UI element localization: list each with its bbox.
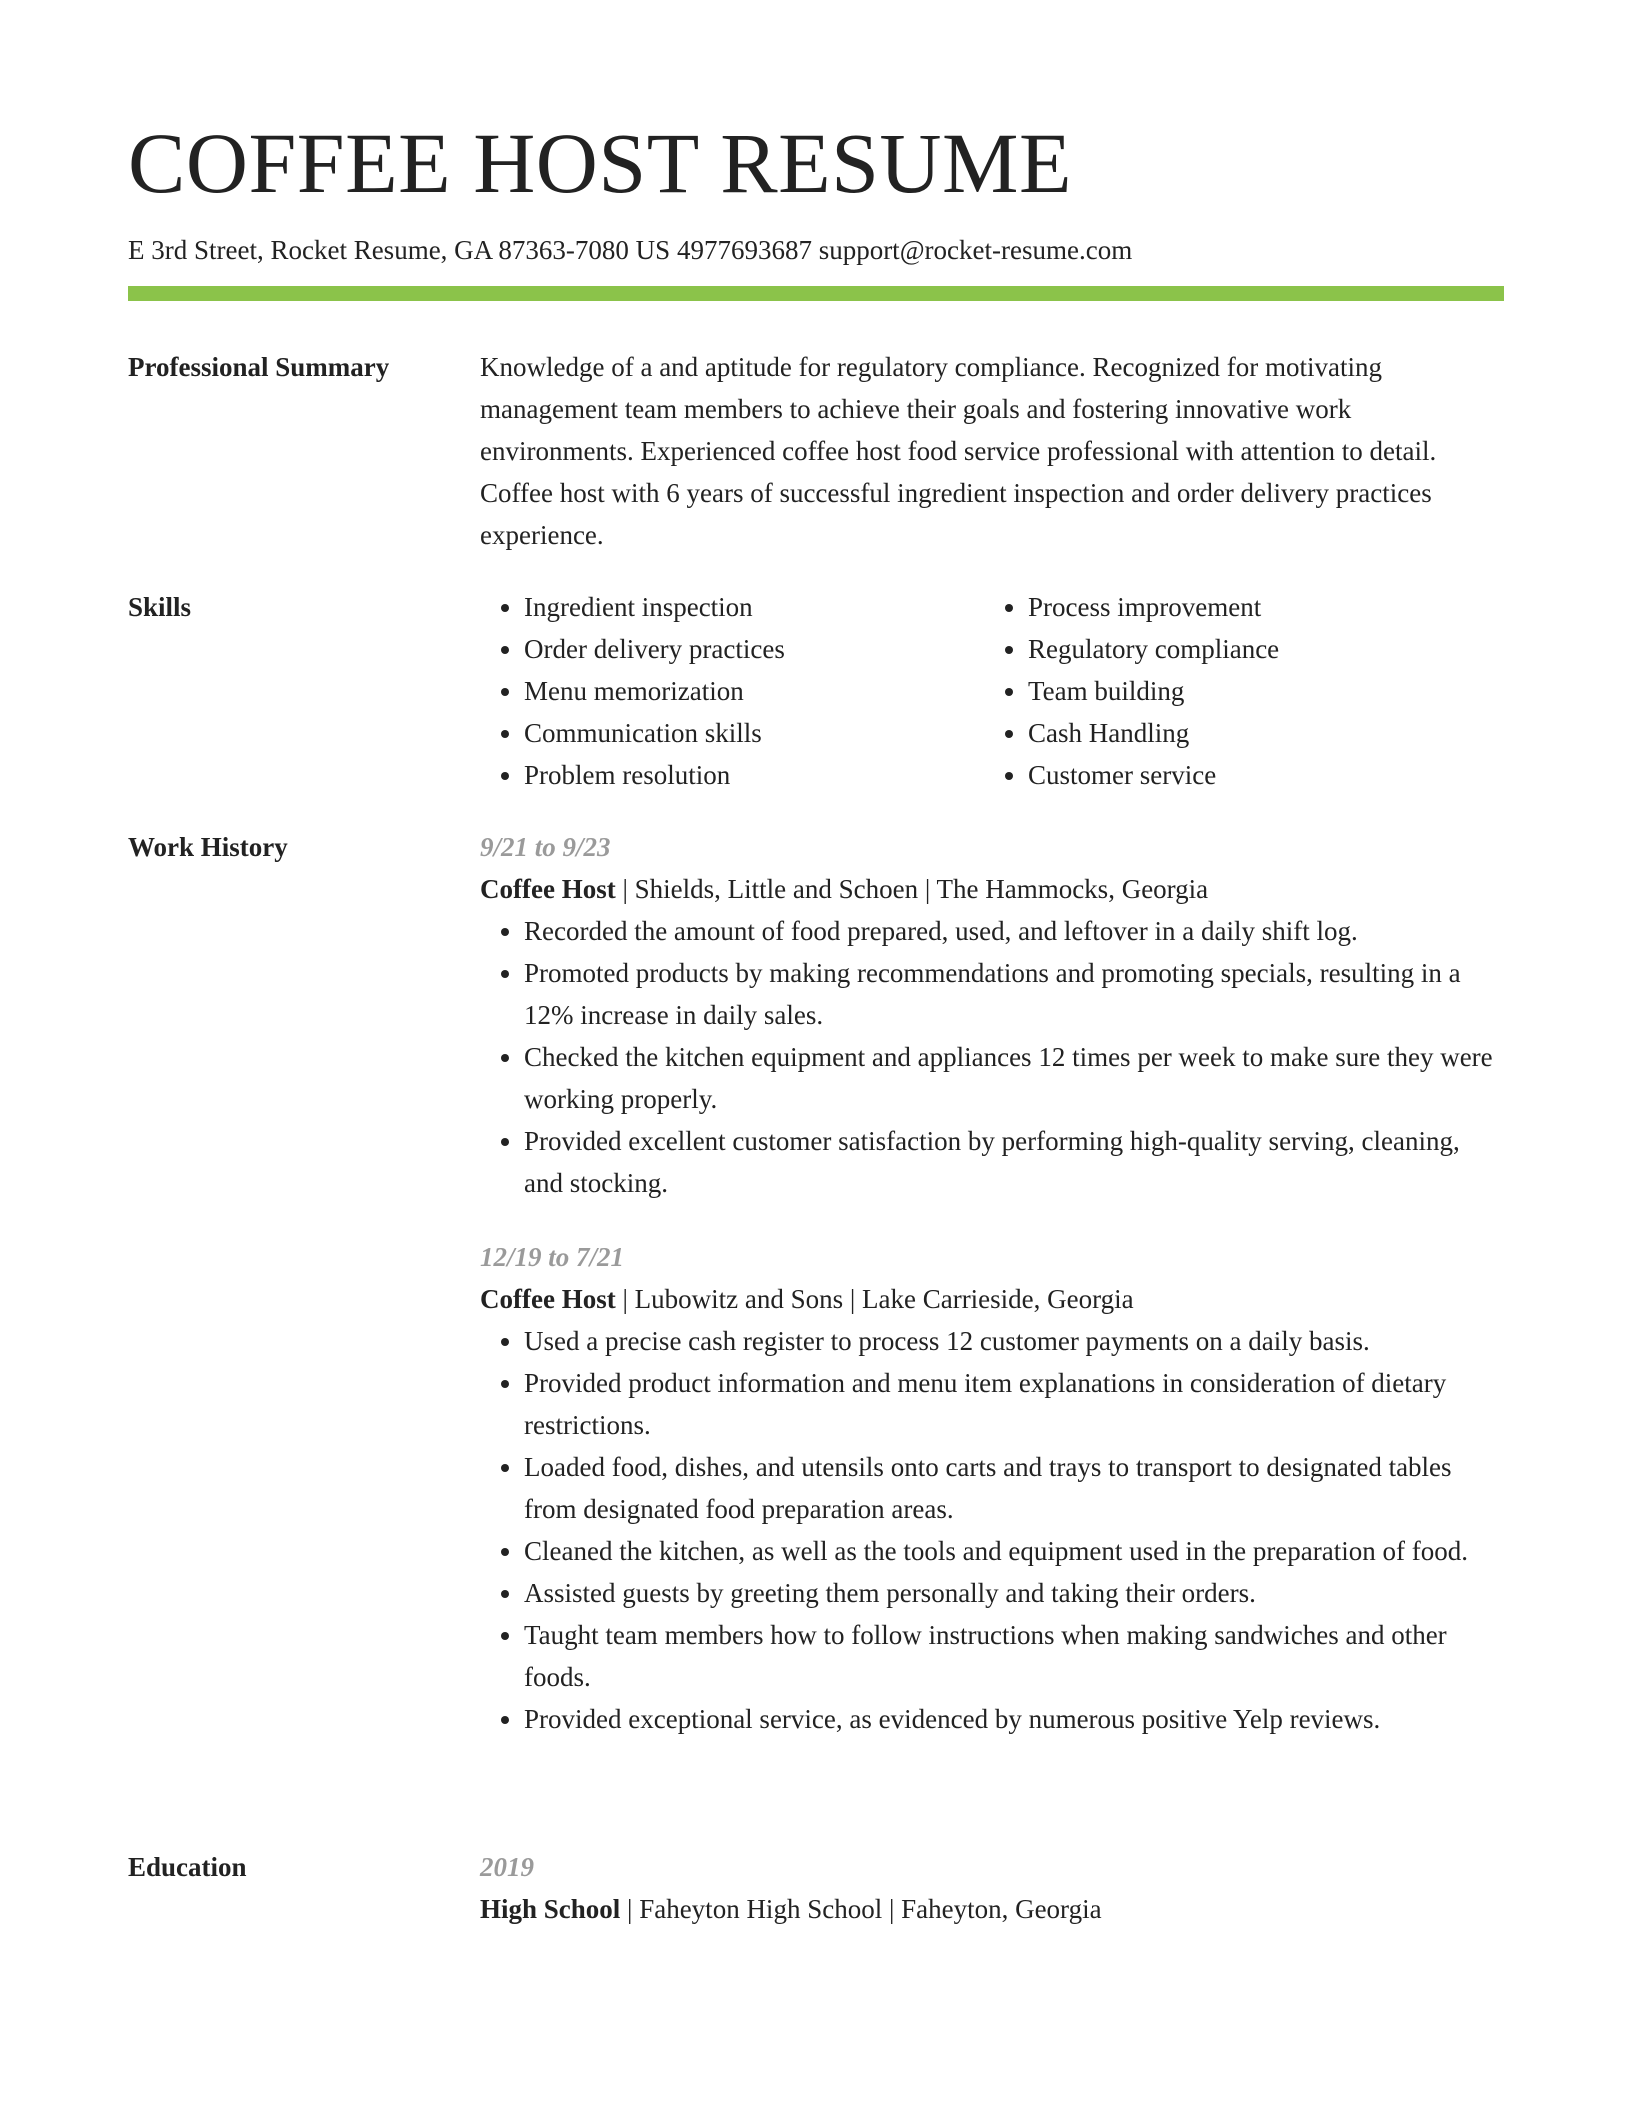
skills-list-left bbox=[480, 586, 984, 796]
education-degree: High School bbox=[480, 1894, 621, 1924]
skill-item: • Problem resolution bbox=[524, 754, 984, 796]
job-entry bbox=[480, 1236, 1504, 1740]
summary-heading: Professional Summary bbox=[128, 352, 390, 382]
skills-body bbox=[480, 586, 1504, 796]
job-bullet: • Assisted guests by greeting them personally and taking their orders. bbox=[524, 1572, 1504, 1614]
education-body bbox=[480, 1846, 1504, 1930]
skills-column-left bbox=[480, 586, 984, 796]
job-bullet-list bbox=[480, 1320, 1504, 1740]
resume-title: COFFEE HOST RESUME bbox=[128, 115, 1073, 211]
job-entry bbox=[480, 826, 1504, 1204]
job-bullet: • Provided exceptional service, as evidenced by numerous positive Yelp reviews. bbox=[524, 1698, 1504, 1740]
skill-item: • Ingredient inspection bbox=[524, 586, 984, 628]
job-title-line bbox=[480, 1278, 1504, 1320]
skill-item: • Order delivery practices bbox=[524, 628, 984, 670]
work-history-heading: Work History bbox=[128, 832, 288, 862]
skill-item: • Process improvement bbox=[1028, 586, 1488, 628]
education-details: | Faheyton High School | Faheyton, Georgia bbox=[620, 1894, 1102, 1924]
job-details: | Shields, Little and Schoen | The Hammocks, Georgia bbox=[615, 874, 1209, 904]
job-role: Coffee Host bbox=[480, 874, 616, 904]
job-bullet: • Loaded food, dishes, and utensils onto carts and trays to transport to designated tables from designated food preparation areas. bbox=[524, 1446, 1504, 1530]
job-role: Coffee Host bbox=[480, 1284, 616, 1314]
skill-item: • Regulatory compliance bbox=[1028, 628, 1488, 670]
accent-divider bbox=[128, 286, 1504, 301]
education-heading: Education bbox=[128, 1852, 247, 1882]
job-bullet-list bbox=[480, 910, 1504, 1204]
job-bullet: • Checked the kitchen equipment and appliances 12 times per week to make sure they were working properly. bbox=[524, 1036, 1504, 1120]
summary-body bbox=[480, 346, 1504, 556]
skill-item: • Communication skills bbox=[524, 712, 984, 754]
contact-line: E 3rd Street, Rocket Resume, GA 87363-7080 US 4977693687 support@rocket-resume.com bbox=[128, 235, 1133, 265]
skill-item: • Menu memorization bbox=[524, 670, 984, 712]
skill-item: • Cash Handling bbox=[1028, 712, 1488, 754]
job-details: | Lubowitz and Sons | Lake Carrieside, Georgia bbox=[615, 1284, 1134, 1314]
education-year: 2019 bbox=[480, 1852, 534, 1882]
skills-column-right bbox=[984, 586, 1488, 796]
skills-heading: Skills bbox=[128, 592, 192, 622]
job-title-line bbox=[480, 868, 1504, 910]
job-dates: 9/21 to 9/23 bbox=[480, 832, 611, 862]
job-dates: 12/19 to 7/21 bbox=[480, 1242, 625, 1272]
skill-item: • Team building bbox=[1028, 670, 1488, 712]
education-line bbox=[480, 1888, 1504, 1930]
job-bullet: • Used a precise cash register to process 12 customer payments on a daily basis. bbox=[524, 1320, 1504, 1362]
skills-list-right bbox=[984, 586, 1488, 796]
job-bullet: • Taught team members how to follow instructions when making sandwiches and other foods. bbox=[524, 1614, 1504, 1698]
job-bullet: • Provided excellent customer satisfaction by performing high-quality serving, cleaning, and stocking. bbox=[524, 1120, 1504, 1204]
summary-text: Knowledge of a and aptitude for regulatory compliance. Recognized for motivating management team members to achieve their goals and fostering innovative work environments. Experienced coffee host food service professional with attention to detail. Coffee host with 6 years of successful ingredient inspection and order delivery practices experience. bbox=[480, 352, 1437, 550]
job-bullet: • Promoted products by making recommendations and promoting specials, resulting in a 12% increase in daily sales. bbox=[524, 952, 1504, 1036]
job-bullet: • Cleaned the kitchen, as well as the tools and equipment used in the preparation of food. bbox=[524, 1530, 1504, 1572]
skills-columns bbox=[480, 586, 1504, 796]
skill-item: • Customer service bbox=[1028, 754, 1488, 796]
job-bullet: • Recorded the amount of food prepared, used, and leftover in a daily shift log. bbox=[524, 910, 1504, 952]
work-history-body bbox=[480, 826, 1504, 1740]
job-bullet: • Provided product information and menu item explanations in consideration of dietary restrictions. bbox=[524, 1362, 1504, 1446]
